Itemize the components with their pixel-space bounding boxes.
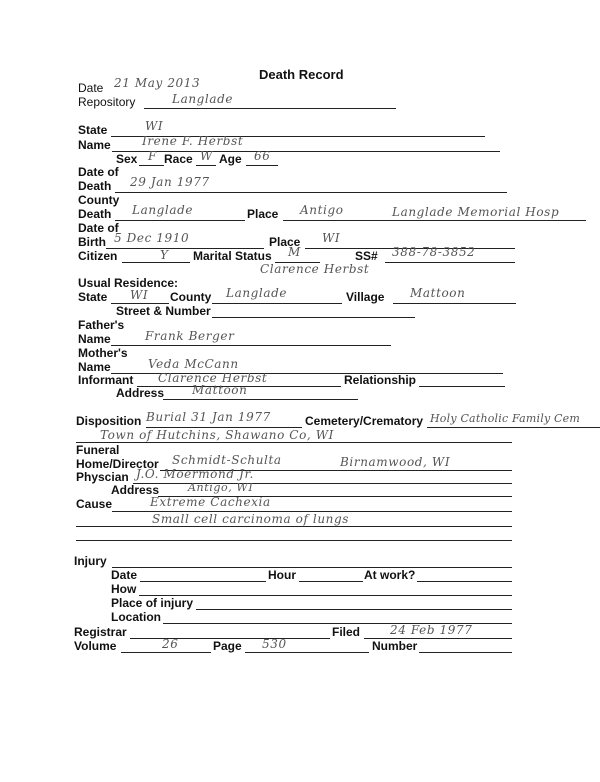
citizen-value: Y xyxy=(160,248,169,262)
at-work-line xyxy=(417,581,512,582)
birth-place-label: Place xyxy=(269,235,301,249)
place-line xyxy=(283,220,586,221)
funeral-home-city-value: Birnamwood, WI xyxy=(340,455,451,469)
marital-status-value: M xyxy=(288,245,301,259)
death-date-line xyxy=(115,192,507,193)
number-label: Number xyxy=(372,639,418,653)
birth-label: Birth xyxy=(78,235,106,249)
county-value: Langlade xyxy=(132,203,194,217)
page-label: Page xyxy=(213,639,242,653)
location-label: Location xyxy=(111,610,161,624)
informant-address-value: Mattoon xyxy=(192,383,248,397)
injury-line xyxy=(112,567,512,568)
place-of-injury-label: Place of injury xyxy=(111,596,194,610)
date-label: Date xyxy=(78,81,104,95)
cemetery-location-value: Town of Hutchins, Shawano Co, WI xyxy=(100,428,335,442)
name-value: Irene F. Herbst xyxy=(142,134,244,148)
disposition-value: Burial 31 Jan 1977 xyxy=(146,410,271,424)
cemetery-line xyxy=(427,427,600,428)
street-number-label: Street & Number xyxy=(116,304,211,318)
father-name-label: Name xyxy=(78,332,111,346)
res-county-label: County xyxy=(170,290,212,304)
place-detail-value: Langlade Memorial Hosp xyxy=(392,205,560,219)
mothers-label: Mother's xyxy=(78,346,128,360)
res-state-label: State xyxy=(78,290,108,304)
death-label: Death xyxy=(78,179,112,193)
death-county-label: Death xyxy=(78,207,112,221)
village-label: Village xyxy=(346,290,385,304)
filed-label: Filed xyxy=(332,625,361,639)
death-date-value: 29 Jan 1977 xyxy=(130,175,210,189)
injury-label: Injury xyxy=(74,554,107,568)
cause-line-2 xyxy=(76,526,512,527)
how-line xyxy=(139,595,512,596)
home-director-label: Home/Director xyxy=(76,457,159,471)
at-work-label: At work? xyxy=(364,568,416,582)
relationship-line xyxy=(419,386,505,387)
age-label: Age xyxy=(219,152,242,166)
fathers-label: Father's xyxy=(78,318,125,332)
county-label: County xyxy=(78,193,120,207)
county-line xyxy=(115,220,245,221)
injury-date-line xyxy=(140,581,266,582)
informant-label: Informant xyxy=(78,373,134,387)
place-value: Antigo xyxy=(300,203,344,217)
citizen-label: Citizen xyxy=(78,249,118,263)
relationship-label: Relationship xyxy=(344,373,417,387)
res-county-value: Langlade xyxy=(226,286,288,300)
ssn-value: 388-78-3852 xyxy=(392,245,476,259)
page-line xyxy=(245,652,369,653)
citizen-line xyxy=(122,262,190,263)
funeral-label: Funeral xyxy=(76,443,120,457)
res-county-line xyxy=(212,303,342,304)
volume-line xyxy=(121,652,211,653)
page-value: 530 xyxy=(262,637,287,651)
mother-name-label: Name xyxy=(78,360,111,374)
ssn-line xyxy=(385,262,515,263)
sex-value: F xyxy=(148,149,157,163)
cause-value: Extreme Cachexia xyxy=(150,495,271,509)
informant-address-line xyxy=(163,399,358,400)
date-value: 21 May 2013 xyxy=(114,76,201,90)
cause-label: Cause xyxy=(76,497,113,511)
street-number-line xyxy=(212,317,415,318)
race-label: Race xyxy=(164,152,193,166)
informant-value: Clarence Herbst xyxy=(158,371,268,385)
repository-label: Repository xyxy=(78,95,136,109)
physcian-label: Physcian xyxy=(76,470,129,484)
form-title: Death Record xyxy=(259,67,344,82)
repository-line xyxy=(144,108,396,109)
disposition-label: Disposition xyxy=(76,414,142,428)
injury-date-label: Date xyxy=(111,568,138,582)
date-of-birth-label: Date of xyxy=(78,221,119,235)
race-line xyxy=(196,165,216,166)
mother-value: Veda McCann xyxy=(148,357,239,371)
repository-value: Langlade xyxy=(172,92,234,106)
village-value: Mattoon xyxy=(410,286,466,300)
age-value: 66 xyxy=(254,149,271,163)
birth-place-value: WI xyxy=(322,231,341,245)
father-value: Frank Berger xyxy=(145,329,235,343)
physcian-address-value: Antigo, WI xyxy=(188,481,254,494)
cause2-value: Small cell carcinoma of lungs xyxy=(152,512,350,526)
cause-line-3 xyxy=(76,540,512,541)
cemetery-value: Holy Catholic Family Cem xyxy=(430,412,581,425)
cemetery-label: Cemetery/Crematory xyxy=(305,414,424,428)
hour-line xyxy=(299,581,363,582)
registrar-label: Registrar xyxy=(74,625,127,639)
state-value: WI xyxy=(145,119,164,133)
volume-value: 26 xyxy=(162,637,179,651)
physcian-value: J.O. Moermond Jr. xyxy=(136,467,254,481)
race-value: W xyxy=(200,149,213,163)
funeral-home-value: Schmidt-Schulta xyxy=(172,453,282,467)
physcian-address-label: Address xyxy=(111,483,160,497)
birth-date-value: 5 Dec 1910 xyxy=(114,231,190,245)
number-line xyxy=(419,652,512,653)
sex-label: Sex xyxy=(116,152,138,166)
usual-residence-label: Usual Residence: xyxy=(78,276,179,290)
father-name-line xyxy=(111,345,391,346)
place-of-injury-line xyxy=(196,609,512,610)
informant-address-label: Address xyxy=(116,386,165,400)
volume-label: Volume xyxy=(74,639,117,653)
res-state-value: WI xyxy=(130,288,149,302)
hour-label: Hour xyxy=(268,568,296,582)
place-label: Place xyxy=(247,207,279,221)
name-label: Name xyxy=(78,138,111,152)
cemetery-location-line xyxy=(76,442,512,443)
state-label: State xyxy=(78,123,108,137)
village-line xyxy=(393,303,516,304)
age-line xyxy=(246,165,278,166)
marital-status-label: Marital Status xyxy=(193,249,272,263)
filed-value: 24 Feb 1977 xyxy=(390,623,473,637)
how-label: How xyxy=(111,582,137,596)
spouse-value: Clarence Herbst xyxy=(260,262,370,276)
date-of-label: Date of xyxy=(78,165,119,179)
sex-line xyxy=(139,165,164,166)
ssn-label: SS# xyxy=(355,249,378,263)
